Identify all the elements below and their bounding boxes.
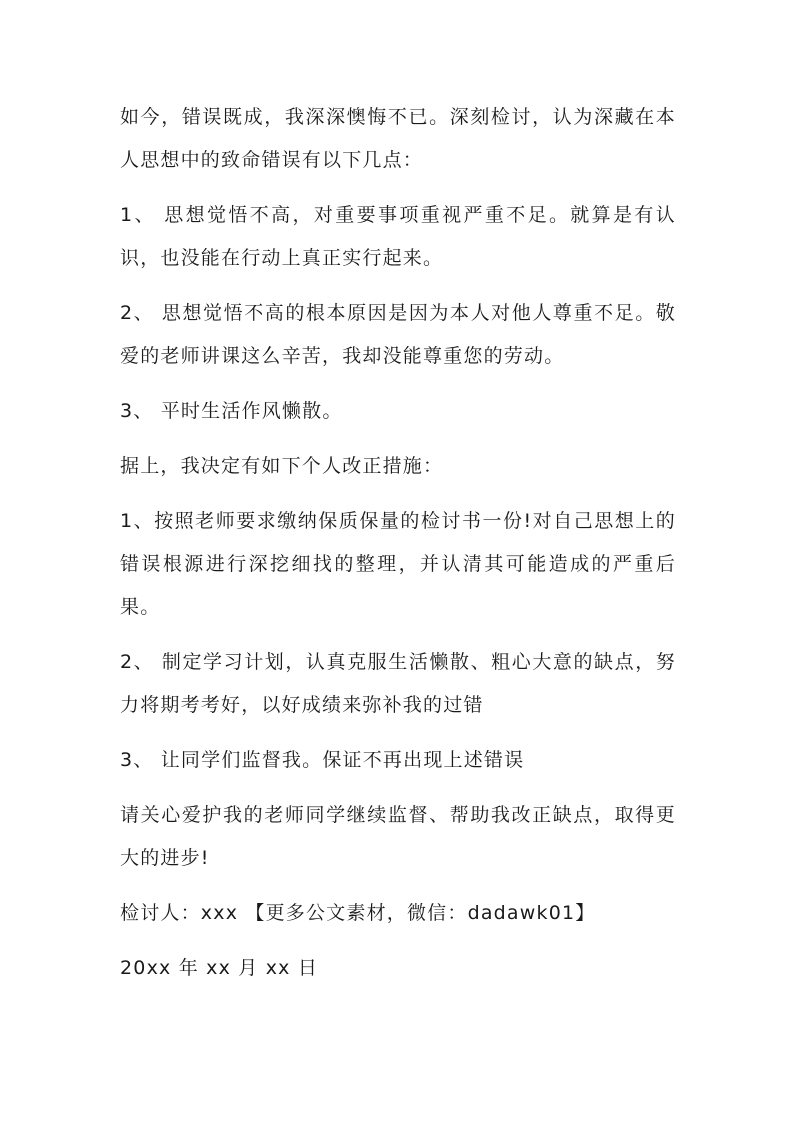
error-point-2: 2、 思想觉悟不高的根本原因是因为本人对他人尊重不足。敬爱的老师讲课这么辛苦，我却没能尊重您的劳动。 bbox=[120, 302, 676, 367]
intro-paragraph: 如今，错误既成，我深深懊悔不已。深刻检讨，认为深藏在本人思想中的致命错误有以下几点： bbox=[120, 106, 676, 171]
date-line: 20xx 年 xx 月 xx 日 bbox=[120, 957, 319, 979]
measures-intro: 据上，我决定有如下个人改正措施： bbox=[120, 455, 444, 477]
signature-line: 检讨人：xxx 【更多公文素材，微信：dadawk01】 bbox=[120, 902, 596, 924]
measure-1: 1、按照老师要求缴纳保质保量的检讨书一份!对自己思想上的错误根源进行深挖细找的整理，并认清其可能造成的严重后果。 bbox=[120, 510, 676, 618]
closing-request: 请关心爱护我的老师同学继续监督、帮助我改正缺点，取得更大的进步! bbox=[120, 804, 676, 869]
error-point-1: 1、 思想觉悟不高，对重要事项重视严重不足。就算是有认识，也没能在行动上真正实行起来。 bbox=[120, 204, 676, 269]
measure-3: 3、 让同学们监督我。保证不再出现上述错误 bbox=[120, 749, 525, 771]
document-body bbox=[120, 96, 676, 1002]
error-point-3: 3、 平时生活作风懒散。 bbox=[120, 400, 343, 422]
measure-2: 2、 制定学习计划，认真克服生活懒散、粗心大意的缺点，努力将期考考好，以好成绩来弥补我的过错 bbox=[120, 651, 676, 716]
